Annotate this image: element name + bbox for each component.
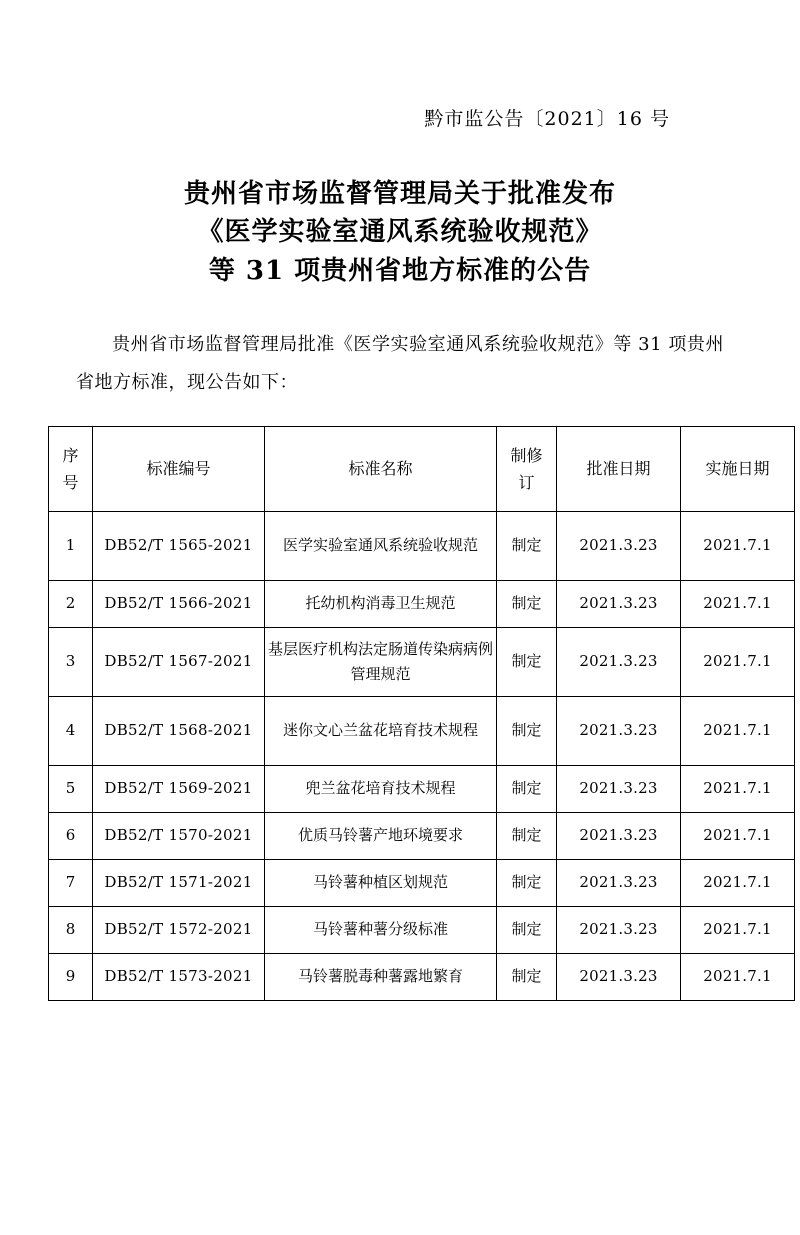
cell-approval-date: 2021.3.23 [557, 628, 681, 697]
cell-implementation-date: 2021.7.1 [681, 512, 795, 581]
cell-standard-code: DB52/T 1568-2021 [93, 697, 265, 766]
cell-standard-code: DB52/T 1572-2021 [93, 907, 265, 954]
column-header-name: 标准名称 [265, 427, 497, 512]
column-header-type-line1: 制修 [510, 445, 543, 465]
cell-standard-name: 马铃薯种植区划规范 [265, 860, 497, 907]
cell-approval-date: 2021.3.23 [557, 512, 681, 581]
cell-standard-code: DB52/T 1569-2021 [93, 766, 265, 813]
cell-standard-code: DB52/T 1567-2021 [93, 628, 265, 697]
cell-seq: 4 [49, 697, 93, 766]
table-row [49, 766, 795, 813]
cell-approval-date: 2021.3.23 [557, 813, 681, 860]
cell-standard-name: 兜兰盆花培育技术规程 [265, 766, 497, 813]
cell-implementation-date: 2021.7.1 [681, 766, 795, 813]
table-row [49, 581, 795, 628]
document-number: 黔市监公告〔2021〕16 号 [424, 108, 670, 130]
cell-standard-name: 马铃薯种薯分级标准 [265, 907, 497, 954]
table-row [49, 628, 795, 697]
table-row [49, 907, 795, 954]
standards-table [48, 426, 795, 1001]
cell-seq: 8 [49, 907, 93, 954]
intro-paragraph [32, 326, 768, 402]
cell-standard-code: DB52/T 1570-2021 [93, 813, 265, 860]
table-header-row [49, 427, 795, 512]
cell-standard-code: DB52/T 1571-2021 [93, 860, 265, 907]
title-line-2: 《医学实验室通风系统验收规范》 [197, 217, 603, 248]
table-row [49, 512, 795, 581]
cell-implementation-date: 2021.7.1 [681, 628, 795, 697]
table-row [49, 813, 795, 860]
cell-standard-name: 优质马铃薯产地环境要求 [265, 813, 497, 860]
table-header [49, 427, 795, 512]
cell-standard-name: 基层医疗机构法定肠道传染病病例管理规范 [265, 628, 497, 697]
cell-standard-type: 制定 [497, 628, 557, 697]
cell-approval-date: 2021.3.23 [557, 954, 681, 1001]
column-header-seq-line2: 号 [62, 473, 79, 492]
cell-approval-date: 2021.3.23 [557, 860, 681, 907]
column-header-type [497, 427, 557, 512]
title-line-1: 贵州省市场监督管理局关于批准发布 [183, 179, 616, 209]
cell-standard-name: 马铃薯脱毒种薯露地繁育 [265, 954, 497, 1001]
cell-approval-date: 2021.3.23 [557, 907, 681, 954]
cell-approval-date: 2021.3.23 [557, 766, 681, 813]
column-header-seq [49, 427, 93, 512]
cell-implementation-date: 2021.7.1 [681, 581, 795, 628]
table-body [49, 512, 795, 1001]
cell-standard-type: 制定 [497, 860, 557, 907]
cell-standard-code: DB52/T 1565-2021 [93, 512, 265, 581]
intro-text: 贵州省市场监督管理局批准《医学实验室通风系统验收规范》等 31 项贵州省地方标准，现公告如下： [76, 334, 724, 394]
cell-seq: 1 [49, 512, 93, 581]
column-header-implementation-date: 实施日期 [681, 427, 795, 512]
cell-implementation-date: 2021.7.1 [681, 813, 795, 860]
cell-implementation-date: 2021.7.1 [681, 907, 795, 954]
cell-standard-type: 制定 [497, 766, 557, 813]
cell-seq: 5 [49, 766, 93, 813]
cell-standard-type: 制定 [497, 581, 557, 628]
cell-seq: 2 [49, 581, 93, 628]
column-header-code: 标准编号 [93, 427, 265, 512]
cell-approval-date: 2021.3.23 [557, 581, 681, 628]
cell-approval-date: 2021.3.23 [557, 697, 681, 766]
cell-seq: 6 [49, 813, 93, 860]
cell-standard-name: 迷你文心兰盆花培育技术规程 [265, 697, 497, 766]
title-line-3: 等 31 项贵州省地方标准的公告 [208, 255, 592, 286]
column-header-approval-date: 批准日期 [557, 427, 681, 512]
table-row [49, 697, 795, 766]
cell-seq: 3 [49, 628, 93, 697]
cell-standard-name: 医学实验室通风系统验收规范 [265, 512, 497, 581]
cell-standard-code: DB52/T 1573-2021 [93, 954, 265, 1001]
column-header-type-line2: 订 [518, 473, 535, 492]
cell-implementation-date: 2021.7.1 [681, 860, 795, 907]
cell-standard-code: DB52/T 1566-2021 [93, 581, 265, 628]
cell-implementation-date: 2021.7.1 [681, 697, 795, 766]
cell-standard-name: 托幼机构消毒卫生规范 [265, 581, 497, 628]
cell-standard-type: 制定 [497, 512, 557, 581]
cell-seq: 9 [49, 954, 93, 1001]
cell-standard-type: 制定 [497, 954, 557, 1001]
cell-standard-type: 制定 [497, 697, 557, 766]
cell-standard-type: 制定 [497, 813, 557, 860]
table-row [49, 954, 795, 1001]
table-row [49, 860, 795, 907]
cell-implementation-date: 2021.7.1 [681, 954, 795, 1001]
document-page [0, 104, 800, 1235]
standards-table-container [32, 426, 772, 1001]
cell-seq: 7 [49, 860, 93, 907]
column-header-seq-line1: 序 [62, 445, 79, 465]
document-title [32, 175, 768, 290]
cell-standard-type: 制定 [497, 907, 557, 954]
